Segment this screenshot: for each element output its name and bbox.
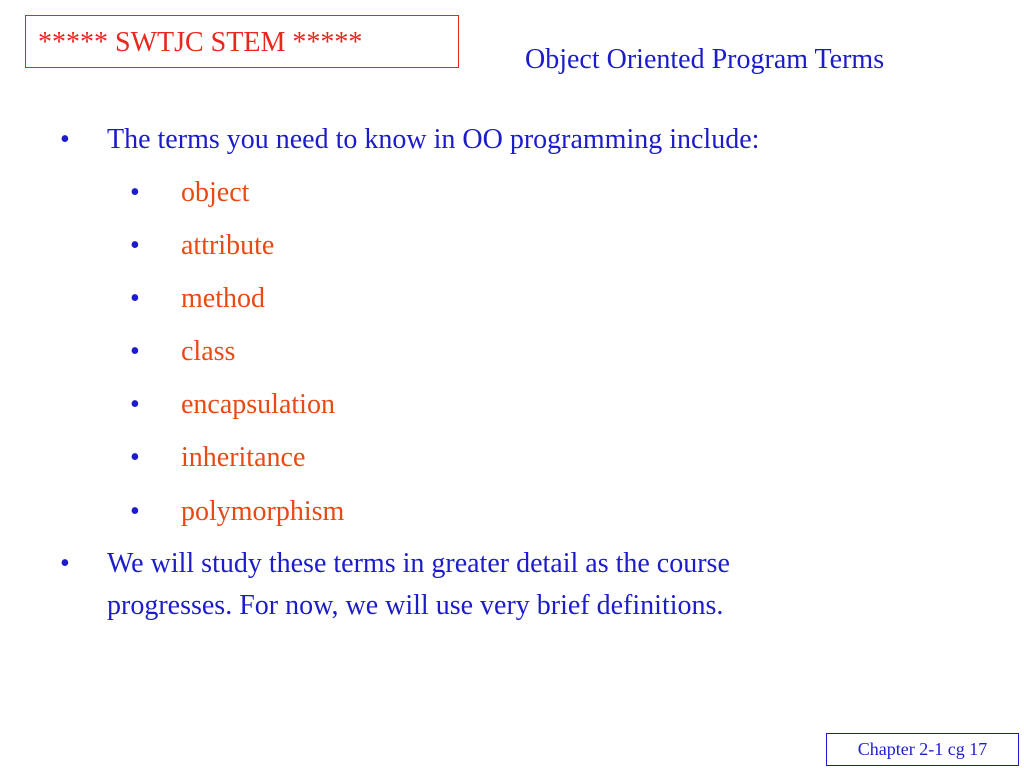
slide-title: Object Oriented Program Terms xyxy=(525,44,885,75)
slide-footer: Chapter 2-1 cg 17 xyxy=(826,733,1019,766)
bullet-icon: • xyxy=(60,124,70,155)
header-badge: ***** SWTJC STEM ***** xyxy=(25,15,459,68)
term-label: class xyxy=(181,336,236,367)
bullet-icon: • xyxy=(130,336,140,367)
bullet-intro-text: The terms you need to know in OO programming include: xyxy=(107,124,760,155)
bullet-icon: • xyxy=(60,548,70,579)
term-label: method xyxy=(181,283,265,314)
term-label: encapsulation xyxy=(181,389,335,420)
bullet-closing-line1: We will study these terms in greater detail as the course xyxy=(107,548,730,579)
bullet-closing-line2: progresses. For now, we will use very brief definitions. xyxy=(107,590,724,621)
term-label: attribute xyxy=(181,230,275,261)
bullet-icon: • xyxy=(130,177,140,208)
bullet-icon: • xyxy=(130,442,140,473)
bullet-icon: • xyxy=(130,389,140,420)
bullet-icon: • xyxy=(130,230,140,261)
bullet-icon: • xyxy=(130,283,140,314)
term-label: polymorphism xyxy=(181,496,345,527)
bullet-icon: • xyxy=(130,496,140,527)
term-label: object xyxy=(181,177,250,208)
term-label: inheritance xyxy=(181,442,306,473)
